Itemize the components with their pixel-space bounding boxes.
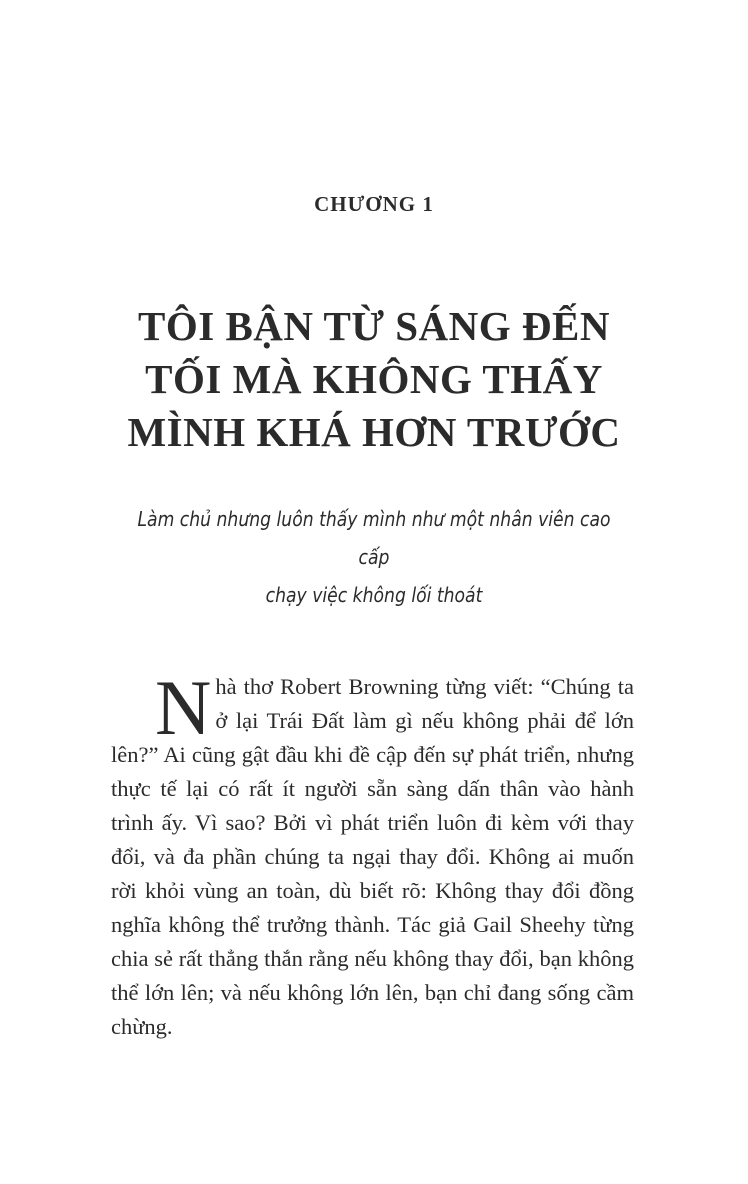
drop-cap: N xyxy=(155,664,212,751)
chapter-title-line-1: TÔI BẬN TỪ SÁNG ĐẾN xyxy=(138,303,610,349)
chapter-title-line-3: MÌNH KHÁ HƠN TRƯỚC xyxy=(127,409,621,455)
chapter-subtitle-line-2: chạy việc không lối thoát xyxy=(265,583,483,607)
chapter-subtitle-line-1: Làm chủ nhưng luôn thấy mình như một nhân viên cao cấp xyxy=(137,507,611,569)
body-paragraph-text: hà thơ Robert Browning từng viết: “Chúng ta ở lại Trái Đất làm gì nếu không phải để lớn lên?” Ai cũng gật đầu khi đề cập đến sự phát triển, nhưng thực tế lại có rất ít người sẵn sàng dấn thân vào hành trình ấy. Vì sao? Bởi vì phát triển luôn đi kèm với thay đổi, và đa phần chúng ta ngại thay đổi. Không ai muốn rời khỏi vùng an toàn, dù biết rõ: Không thay đổi đồng nghĩa không thể trưởng thành. Tác giả Gail Sheehy từng chia sẻ rất thẳng thắn rằng nếu không thay đổi, bạn không thể lớn lên; và nếu không lớn lên, bạn chỉ đang sống cầm chừng. xyxy=(111,674,634,1039)
chapter-subtitle xyxy=(130,500,618,614)
chapter-label: CHƯƠNG 1 xyxy=(314,192,434,216)
chapter-title xyxy=(80,300,668,459)
body-paragraph xyxy=(111,664,634,1044)
chapter-title-line-2: TỐI MÀ KHÔNG THẤY xyxy=(145,356,603,402)
